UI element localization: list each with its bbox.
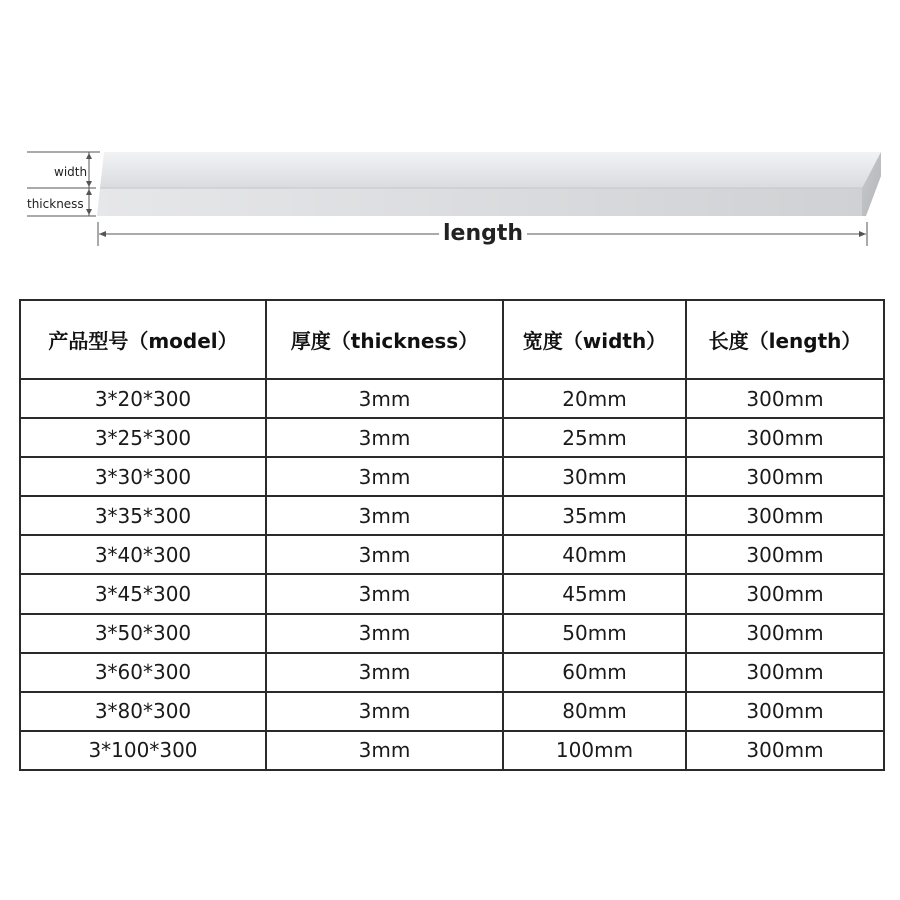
steel-bar-figure: [0, 0, 900, 270]
table-row: [20, 379, 884, 418]
cell-length: 300mm: [686, 535, 884, 574]
table-row: [20, 653, 884, 692]
cell-model: 3*45*300: [20, 574, 266, 613]
table-row: [20, 457, 884, 496]
table-row: [20, 614, 884, 653]
table-header-row: [20, 300, 884, 379]
table-row: [20, 731, 884, 770]
header-model: 产品型号（model）: [20, 300, 266, 379]
cell-width: 30mm: [503, 457, 686, 496]
cell-width: 60mm: [503, 653, 686, 692]
cell-length: 300mm: [686, 731, 884, 770]
cell-model: 3*30*300: [20, 457, 266, 496]
cell-width: 40mm: [503, 535, 686, 574]
cell-length: 300mm: [686, 574, 884, 613]
bar-front-face: [97, 188, 862, 216]
bar-top-face: [100, 152, 881, 188]
cell-model: 3*60*300: [20, 653, 266, 692]
cell-thickness: 3mm: [266, 535, 503, 574]
length-dimension-label: length: [439, 221, 527, 246]
cell-length: 300mm: [686, 614, 884, 653]
cell-thickness: 3mm: [266, 457, 503, 496]
cell-thickness: 3mm: [266, 496, 503, 535]
cell-length: 300mm: [686, 379, 884, 418]
cell-length: 300mm: [686, 418, 884, 457]
cell-model: 3*40*300: [20, 535, 266, 574]
cell-thickness: 3mm: [266, 692, 503, 731]
cell-thickness: 3mm: [266, 653, 503, 692]
cell-length: 300mm: [686, 496, 884, 535]
cell-model: 3*20*300: [20, 379, 266, 418]
thickness-dimension-label: thickness: [27, 197, 84, 211]
cell-width: 35mm: [503, 496, 686, 535]
cell-width: 100mm: [503, 731, 686, 770]
cell-model: 3*100*300: [20, 731, 266, 770]
table-row: [20, 496, 884, 535]
cell-model: 3*80*300: [20, 692, 266, 731]
cell-thickness: 3mm: [266, 614, 503, 653]
spec-table: [19, 299, 885, 771]
cell-thickness: 3mm: [266, 379, 503, 418]
cell-length: 300mm: [686, 653, 884, 692]
header-length: 长度（length）: [686, 300, 884, 379]
cell-length: 300mm: [686, 457, 884, 496]
table-row: [20, 692, 884, 731]
cell-width: 50mm: [503, 614, 686, 653]
cell-thickness: 3mm: [266, 574, 503, 613]
width-dimension-label: width: [54, 165, 88, 179]
table-row: [20, 574, 884, 613]
cell-model: 3*25*300: [20, 418, 266, 457]
cell-thickness: 3mm: [266, 418, 503, 457]
table-row: [20, 418, 884, 457]
cell-width: 20mm: [503, 379, 686, 418]
cell-width: 80mm: [503, 692, 686, 731]
cell-width: 25mm: [503, 418, 686, 457]
cell-length: 300mm: [686, 692, 884, 731]
header-thickness: 厚度（thickness）: [266, 300, 503, 379]
table-row: [20, 535, 884, 574]
header-width: 宽度（width）: [503, 300, 686, 379]
cell-model: 3*35*300: [20, 496, 266, 535]
cell-width: 45mm: [503, 574, 686, 613]
cell-thickness: 3mm: [266, 731, 503, 770]
cell-model: 3*50*300: [20, 614, 266, 653]
